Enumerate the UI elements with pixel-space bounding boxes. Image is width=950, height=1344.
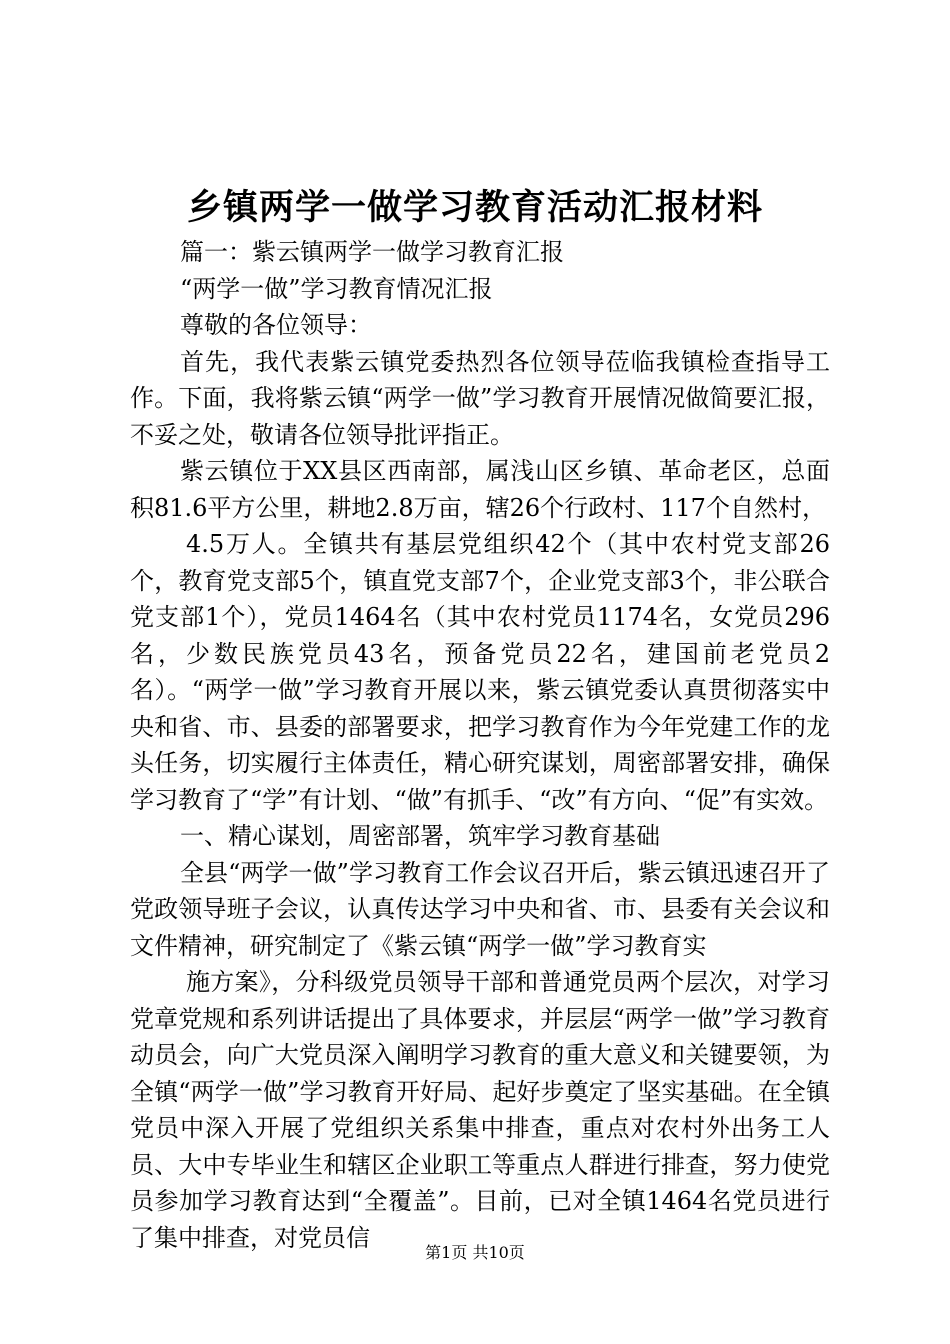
paragraph-subheading-1: 一、精心谋划，周密部署，筑牢学习教育基础: [180, 822, 660, 850]
paragraph-party-statistics: 4.5万人。全镇共有基层党组织42个（其中农村党支部26个，教育党支部5个，镇直党支部7个，企业党支部3个，非公联合党支部1个），党员1464名（其中农村党员1174名，女党员296名，少数民族党员43名，预备党员22名，建国前老党员2名）。“两学一做”学习教育开展以来，紫云镇党委认真贯彻落实中央和省、市、县委的部署要求，把学习教育作为今年党建工作的龙头任务，切实履行主体责任，精心研究谋划，周密部署安排，确保学习教育了“学”有计划、“做”有抓手、“改”有方向、“促”有实效。: [130, 530, 830, 814]
page-number-footer: 第1页 共10页: [425, 1243, 525, 1262]
paragraph-salutation: 尊敬的各位领导：: [180, 311, 372, 339]
paragraph-section-heading: 篇一：紫云镇两学一做学习教育汇报: [180, 238, 564, 266]
paragraph-town-overview: 紫云镇位于XX县区西南部，属浅山区乡镇、革命老区，总面积81.6平方公里，耕地2.8万亩，辖26个行政村、117个自然村，: [130, 457, 830, 522]
paragraph-opening: 首先，我代表紫云镇党委热烈各位领导莅临我镇检查指导工作。下面，我将紫云镇“两学一做”学习教育开展情况做简要汇报，不妥之处，敬请各位领导批评指正。: [130, 347, 830, 449]
document-title: 乡镇两学一做学习教育活动汇报材料: [186, 187, 763, 228]
paragraph-implementation-plan: 施方案》，分科级党员领导干部和普通党员两个层次，对学习党章党规和系列讲话提出了具体要求，并层层“两学一做”学习教育动员会，向广大党员深入阐明学习教育的重大意义和关键要领，为全镇“两学一做”学习教育开好局、起好步奠定了坚实基础。在全镇党员中深入开展了党组织关系集中排查，重点对农村外出务工人员、大中专毕业生和辖区企业职工等重点人群进行排查，努力使党员参加学习教育达到“全覆盖”。目前，已对全镇1464名党员进行了集中排查，对党员信: [130, 968, 830, 1252]
document-body: [130, 234, 830, 1256]
paragraph-county-meeting: 全县“两学一做”学习教育工作会议召开后，紫云镇迅速召开了党政领导班子会议，认真传达学习中央和省、市、县委有关会议和文件精神，研究制定了《紫云镇“两学一做”学习教育实: [130, 858, 830, 960]
paragraph-report-title: “两学一做”学习教育情况汇报: [180, 274, 493, 303]
